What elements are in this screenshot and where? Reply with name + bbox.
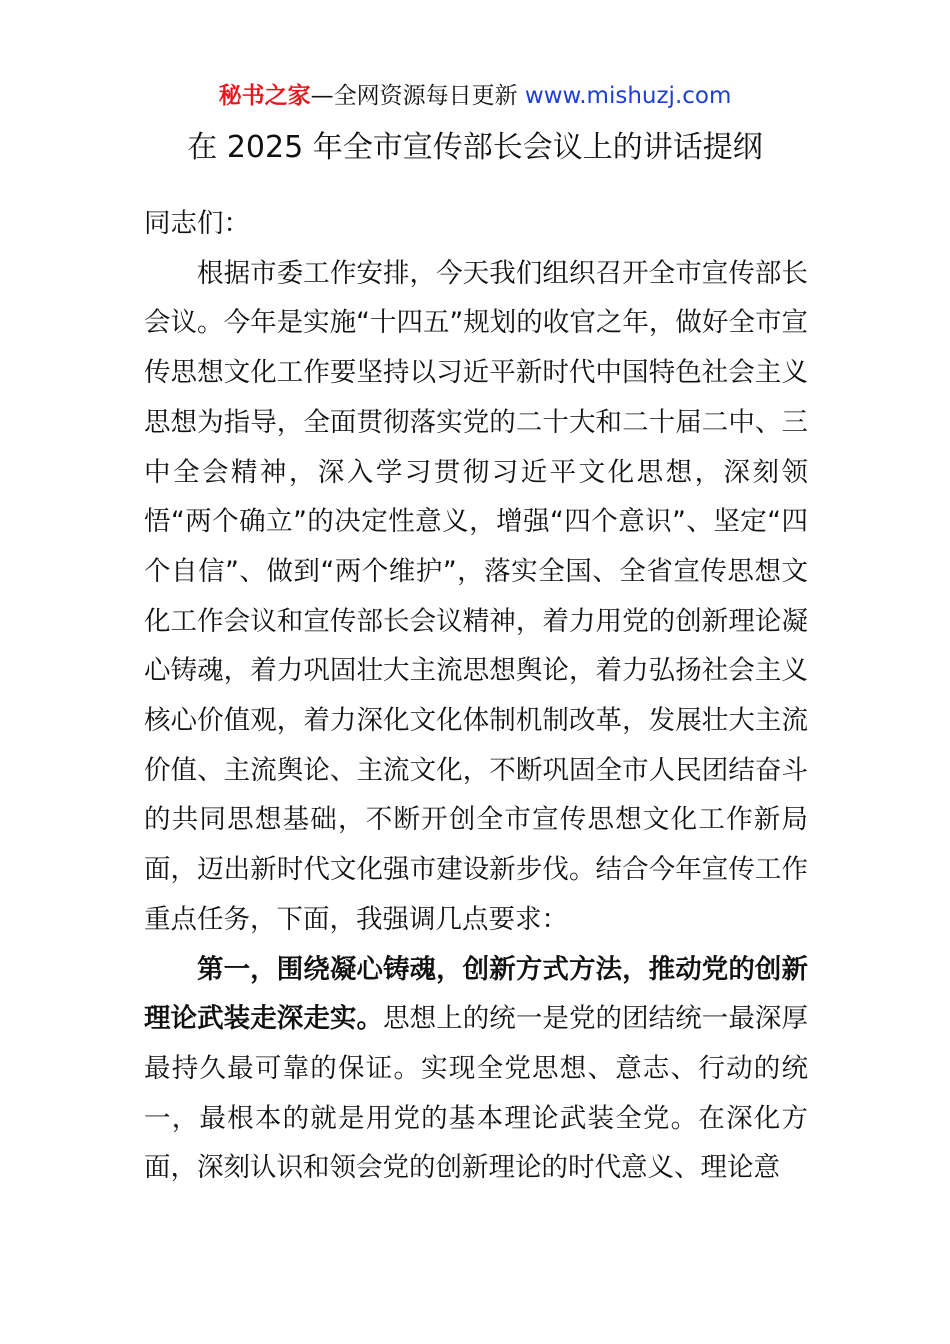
site-header [0, 80, 950, 112]
document-title: 在 2025 年全市宣传部长会议上的讲话提纲 [187, 130, 763, 165]
header-tagline: —全网资源每日更新 [310, 83, 525, 109]
site-url: www.mishuzj.com [524, 83, 732, 109]
paragraph-2 [144, 945, 808, 1194]
brand-name: 秘书之家 [218, 83, 311, 109]
paragraph-1: 根据市委工作安排，今天我们组织召开全市宣传部长会议。今年是实施“十四五”规划的收官之年，做好全市宣传思想文化工作要坚持以习近平新时代中国特色社会主义思想为指导，全面贯彻落实党的二十大和二十届二中、三中全会精神，深入学习贯彻习近平文化思想，深刻领悟“两个确立”的决定性意义，增强“四个意识”、坚定“四个自信”、做到“两个维护”，落实全国、全省宣传思想文化工作会议和宣传部长会议精神，着力用党的创新理论凝心铸魂，着力巩固壮大主流思想舆论，着力弘扬社会主义核心价值观，着力深化文化体制机制改革，发展壮大主流价值、主流舆论、主流文化，不断巩固全市人民团结奋斗的共同思想基础，不断开创全市宣传思想文化工作新局面，迈出新时代文化强市建设新步伐。结合今年宣传工作重点任务，下面，我强调几点要求： [144, 257, 808, 935]
paragraph-2-lead: 第一，围绕凝心铸魂，创新方式方法，推动党的创新理论武装走深走实。 [144, 953, 808, 1035]
salutation: 同志们： [144, 208, 250, 239]
document-body [144, 199, 808, 1193]
paragraph-2-body: 思想上的统一是党的团结统一最深厚最持久最可靠的保证。实现全党思想、意志、行动的统一，最根本的就是用党的基本理论武装全党。在深化方面，深刻认识和领会党的创新理论的时代意义、理论意 [144, 1003, 808, 1184]
